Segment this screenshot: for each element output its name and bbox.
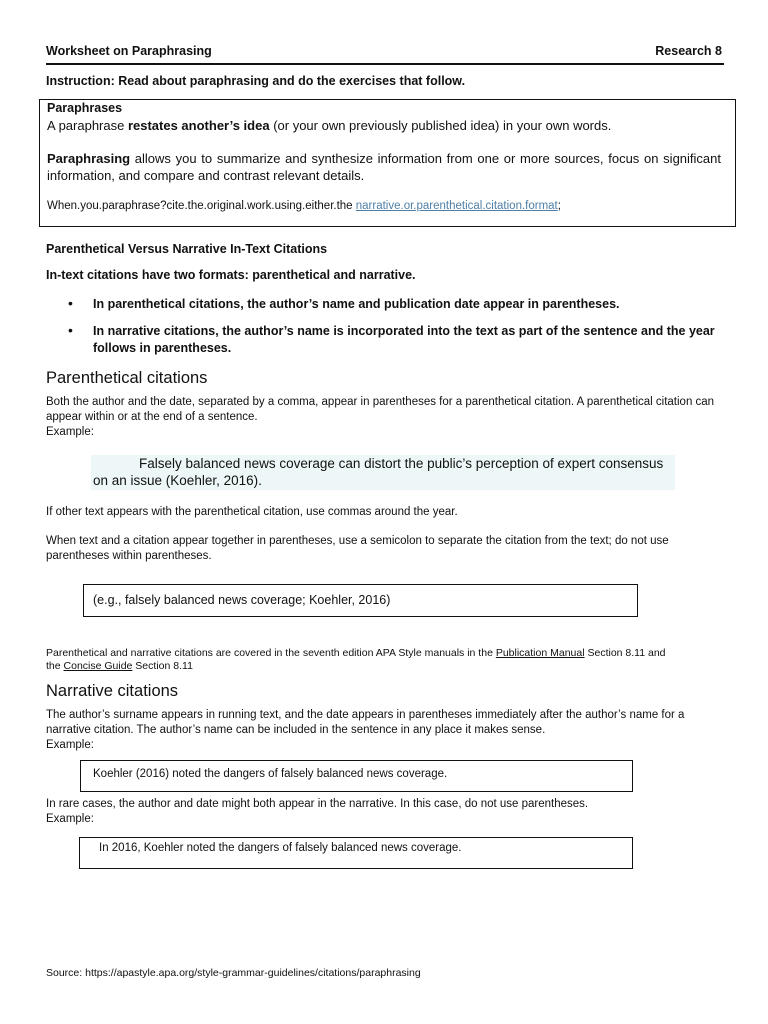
parenthetical-example-text: (e.g., falsely balanced news coverage; Koehler, 2016) [93,593,391,607]
narrative-desc: The author’s surname appears in running text, and the date appears in parentheses immediately after the author’s name for a narrative citation. The author’s name can be included in the sentence in any place it makes sense. [46,709,685,736]
example-label: Example: [46,426,94,438]
definition-emphasis: restates another’s idea [127,118,270,133]
header-divider [46,63,724,65]
commas-note: If other text appears with the parenthetical citation, use commas around the year. [46,506,458,518]
example-quote: Falsely balanced news coverage can distort the public’s perception of expert consensus on an issue (Koehler, 2016). [93,456,664,488]
source-citation: Source: https://apastyle.apa.org/style-grammar-guidelines/citations/paraphrasing [46,967,421,979]
purpose-emphasis: Paraphrasing [47,151,131,166]
paraphrase-definition [47,118,611,133]
format-note-end: ; [557,200,561,212]
parenthetical-desc: Both the author and the date, separated by a comma, appear in parentheses for a parenthetical citation. A parenthetical citation can appear within or at the end of a sentence. [46,396,715,423]
format-note-text: When.you.paraphrase?cite.the.original.work.using.either.the [47,200,356,212]
example-label: Example: [46,739,94,751]
publication-manual-link[interactable]: Publication Manual [495,647,585,659]
example-label: Example: [46,813,94,825]
itc-heading: In-text citations have two formats: parenthetical and narrative. [46,268,416,282]
pvn-heading: Parenthetical Versus Narrative In-Text Citations [46,242,328,256]
rare-case-note: In rare cases, the author and date might both appear in the narrative. In this case, do not use parentheses. [46,798,589,810]
parenthetical-title: Parenthetical citations [46,369,208,387]
definition-part: A paraphrase [47,118,128,133]
worksheet-grade: Research 8 [655,44,722,58]
bullet-marker: • [68,322,73,338]
bullet-marker: • [68,295,73,311]
page-header [46,44,722,58]
manual-note-text: Section 8.11 [132,660,193,672]
concise-guide-link[interactable]: Concise Guide [63,660,133,672]
bullet-item: In narrative citations, the author’s name is incorporated into the text as part of the sentence and the year follows in parentheses. [93,324,715,355]
citation-format-link[interactable]: narrative.or.parenthetical.citation.format [355,200,558,212]
semicolon-note: When text and a citation appear together in parentheses, use a semicolon to separate the citation from the text; do not use parentheses within parentheses. [46,535,669,562]
manual-note-text: the [46,660,64,672]
apa-manual-note [46,647,736,673]
citation-format-note [47,200,561,212]
bullet-item: In parenthetical citations, the author’s name and publication date appear in parentheses. [93,297,620,311]
narrative-example-text-2: In 2016, Koehler noted the dangers of falsely balanced news coverage. [99,842,462,854]
manual-note-text: Parenthetical and narrative citations are covered in the seventh edition APA Style manuals in the [46,647,496,659]
definition-part: (or your own previously published idea) in your own words. [269,118,612,133]
instruction-text: Instruction: Read about paraphrasing and do the exercises that follow. [46,74,466,88]
manual-note-text: Section 8.11 and [584,647,666,659]
narrative-example-text: Koehler (2016) noted the dangers of falsely balanced news coverage. [93,768,448,780]
worksheet-title: Worksheet on Paraphrasing [46,44,212,58]
purpose-text: allows you to summarize and synthesize information from one or more sources, focus on significant information, and compare and contrast relevant details. [47,151,721,183]
paraphrases-title: Paraphrases [47,101,123,115]
narrative-title: Narrative citations [46,682,179,700]
paraphrasing-purpose [47,150,721,184]
